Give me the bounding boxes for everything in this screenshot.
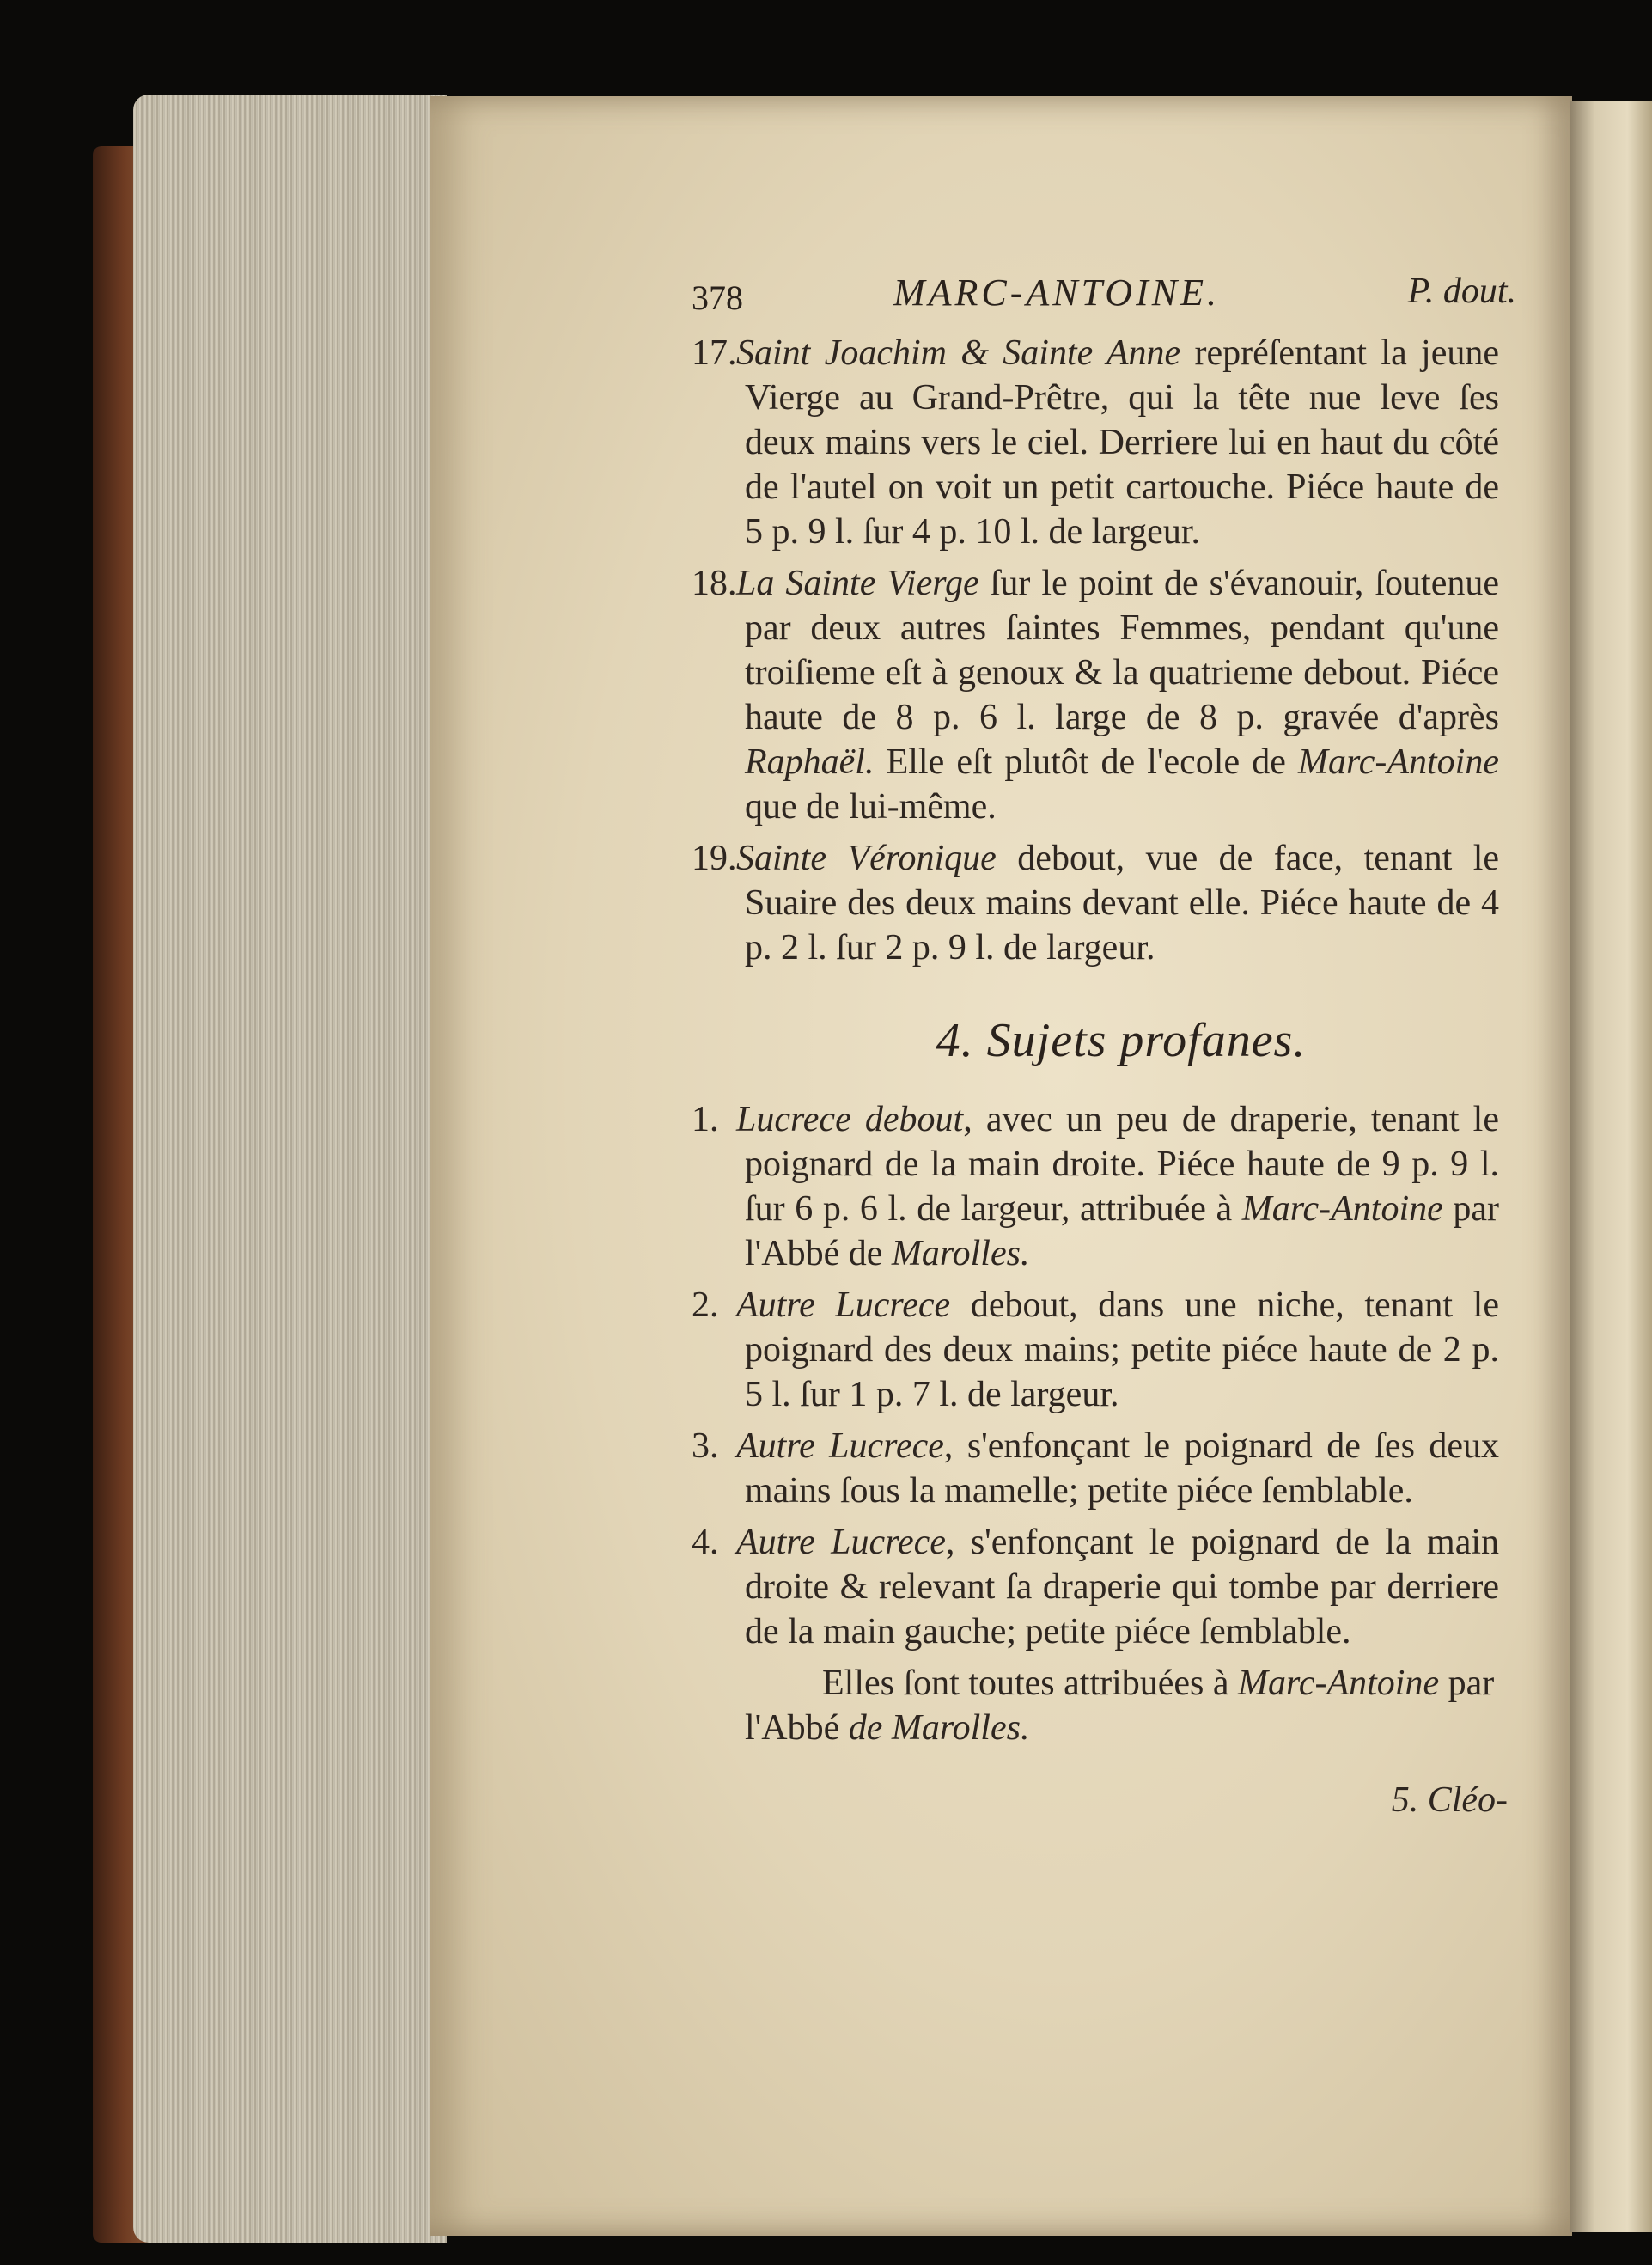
- entry-text: Lucrece debout: [736, 1100, 964, 1139]
- catalog-entry: [692, 1283, 1499, 1417]
- entries-list-profane: [692, 1097, 1499, 1654]
- closing-note: [692, 1661, 1499, 1750]
- entry-text: ſur le point de s'évanouir, ſoutenue par deux autres ſaintes Femmes, pendant qu'une troiſieme eſt à genoux & la quatrieme debout. Piéce haute de 8 p. 6 l. large de 8 p. gravée d'après: [745, 564, 1499, 737]
- entry-text: que de lui-même.: [745, 787, 997, 827]
- entry-number: 18.: [692, 564, 737, 603]
- catalog-entry: [692, 1520, 1499, 1654]
- page-text: [692, 271, 1516, 1821]
- entry-text: Marolles.: [891, 1234, 1030, 1273]
- entry-text: debout, dans une niche, tenant le poignard des deux mains; petite piéce haute de 2 p. 5 l. ſur 1 p. 7 l. de largeur.: [745, 1285, 1499, 1414]
- catchword: 5. Cléo-: [1391, 1780, 1508, 1820]
- entry-text: , s'enfonçant le poignard de ſes deux mains ſous la mamelle; petite piéce ſemblable.: [745, 1426, 1499, 1511]
- entry-number: 17.: [692, 333, 737, 373]
- entry-text: , avec un peu de draperie, tenant le poignard de la main droite. Piéce haute de 9 p. 9 l. ſur 6 p. 6 l. de largeur, attribuée à: [745, 1100, 1499, 1229]
- entry-text: Marc-Antoine: [1297, 742, 1499, 782]
- entry-number: 2.: [692, 1285, 719, 1325]
- entry-text: repréſentant la jeune Vierge au Grand-Prêtre, qui la tête nue leve ſes deux mains vers le ciel. Derriere lui en haut du côté de l'autel on voit un petit cartouche. Piéce haute de 5 p. 9 l. ſur 4 p. 10 l. de largeur.: [745, 333, 1499, 552]
- catalog-entry: [692, 1424, 1499, 1513]
- entry-number: 4.: [692, 1523, 719, 1562]
- closing-text: Marc-Antoine: [1238, 1664, 1440, 1703]
- page-stack-edge: [133, 95, 447, 2243]
- entry-text: Sainte Véronique: [736, 839, 997, 878]
- entry-number: 1.: [692, 1100, 719, 1139]
- page-number: 378: [692, 278, 743, 317]
- entry-text: Marc-Antoine: [1241, 1189, 1443, 1229]
- entry-text: Elle eſt plutôt de l'ecole de: [874, 742, 1298, 782]
- entry-text: La Sainte Vierge: [736, 564, 979, 603]
- section-title: 4. Sujets profanes.: [936, 1014, 1307, 1067]
- facing-page-edge: [1570, 101, 1652, 2232]
- entry-text: , s'enfonçant le poignard de la main droite & relevant ſa draperie qui tombe par derriere de la main gauche; petite piéce ſemblable.: [745, 1523, 1500, 1651]
- closing-text: Elles ſont toutes attribuées à: [822, 1664, 1239, 1703]
- catalog-entry: [692, 331, 1499, 554]
- entry-text: Autre Lucrece: [736, 1523, 946, 1562]
- entry-text: Raphaël.: [745, 742, 875, 782]
- entry-number: 19.: [692, 839, 737, 878]
- running-header: [692, 271, 1516, 331]
- entry-text: debout, vue de face, tenant le Suaire des deux mains devant elle. Piéce haute de 4 p. 2 l. ſur 2 p. 9 l. de largeur.: [745, 839, 1500, 968]
- entry-number: 3.: [692, 1426, 719, 1466]
- entries-list-sacred: [692, 331, 1499, 970]
- entry-text: Autre Lucrece: [736, 1426, 944, 1466]
- closing-text: de Marolles.: [848, 1708, 1030, 1748]
- running-title: MARC-ANTOINE.: [893, 272, 1220, 314]
- catalog-entry: [692, 561, 1499, 829]
- catalog-entry: [692, 1097, 1499, 1276]
- catalog-entry: [692, 836, 1499, 970]
- running-subtitle: P. dout.: [1407, 272, 1516, 311]
- entry-text: Saint Joachim & Sainte Anne: [736, 333, 1181, 373]
- entry-text: Autre Lucrece: [736, 1285, 951, 1325]
- closing-text: par l'Abbé: [745, 1664, 1495, 1748]
- entry-text: par l'Abbé de: [745, 1189, 1499, 1273]
